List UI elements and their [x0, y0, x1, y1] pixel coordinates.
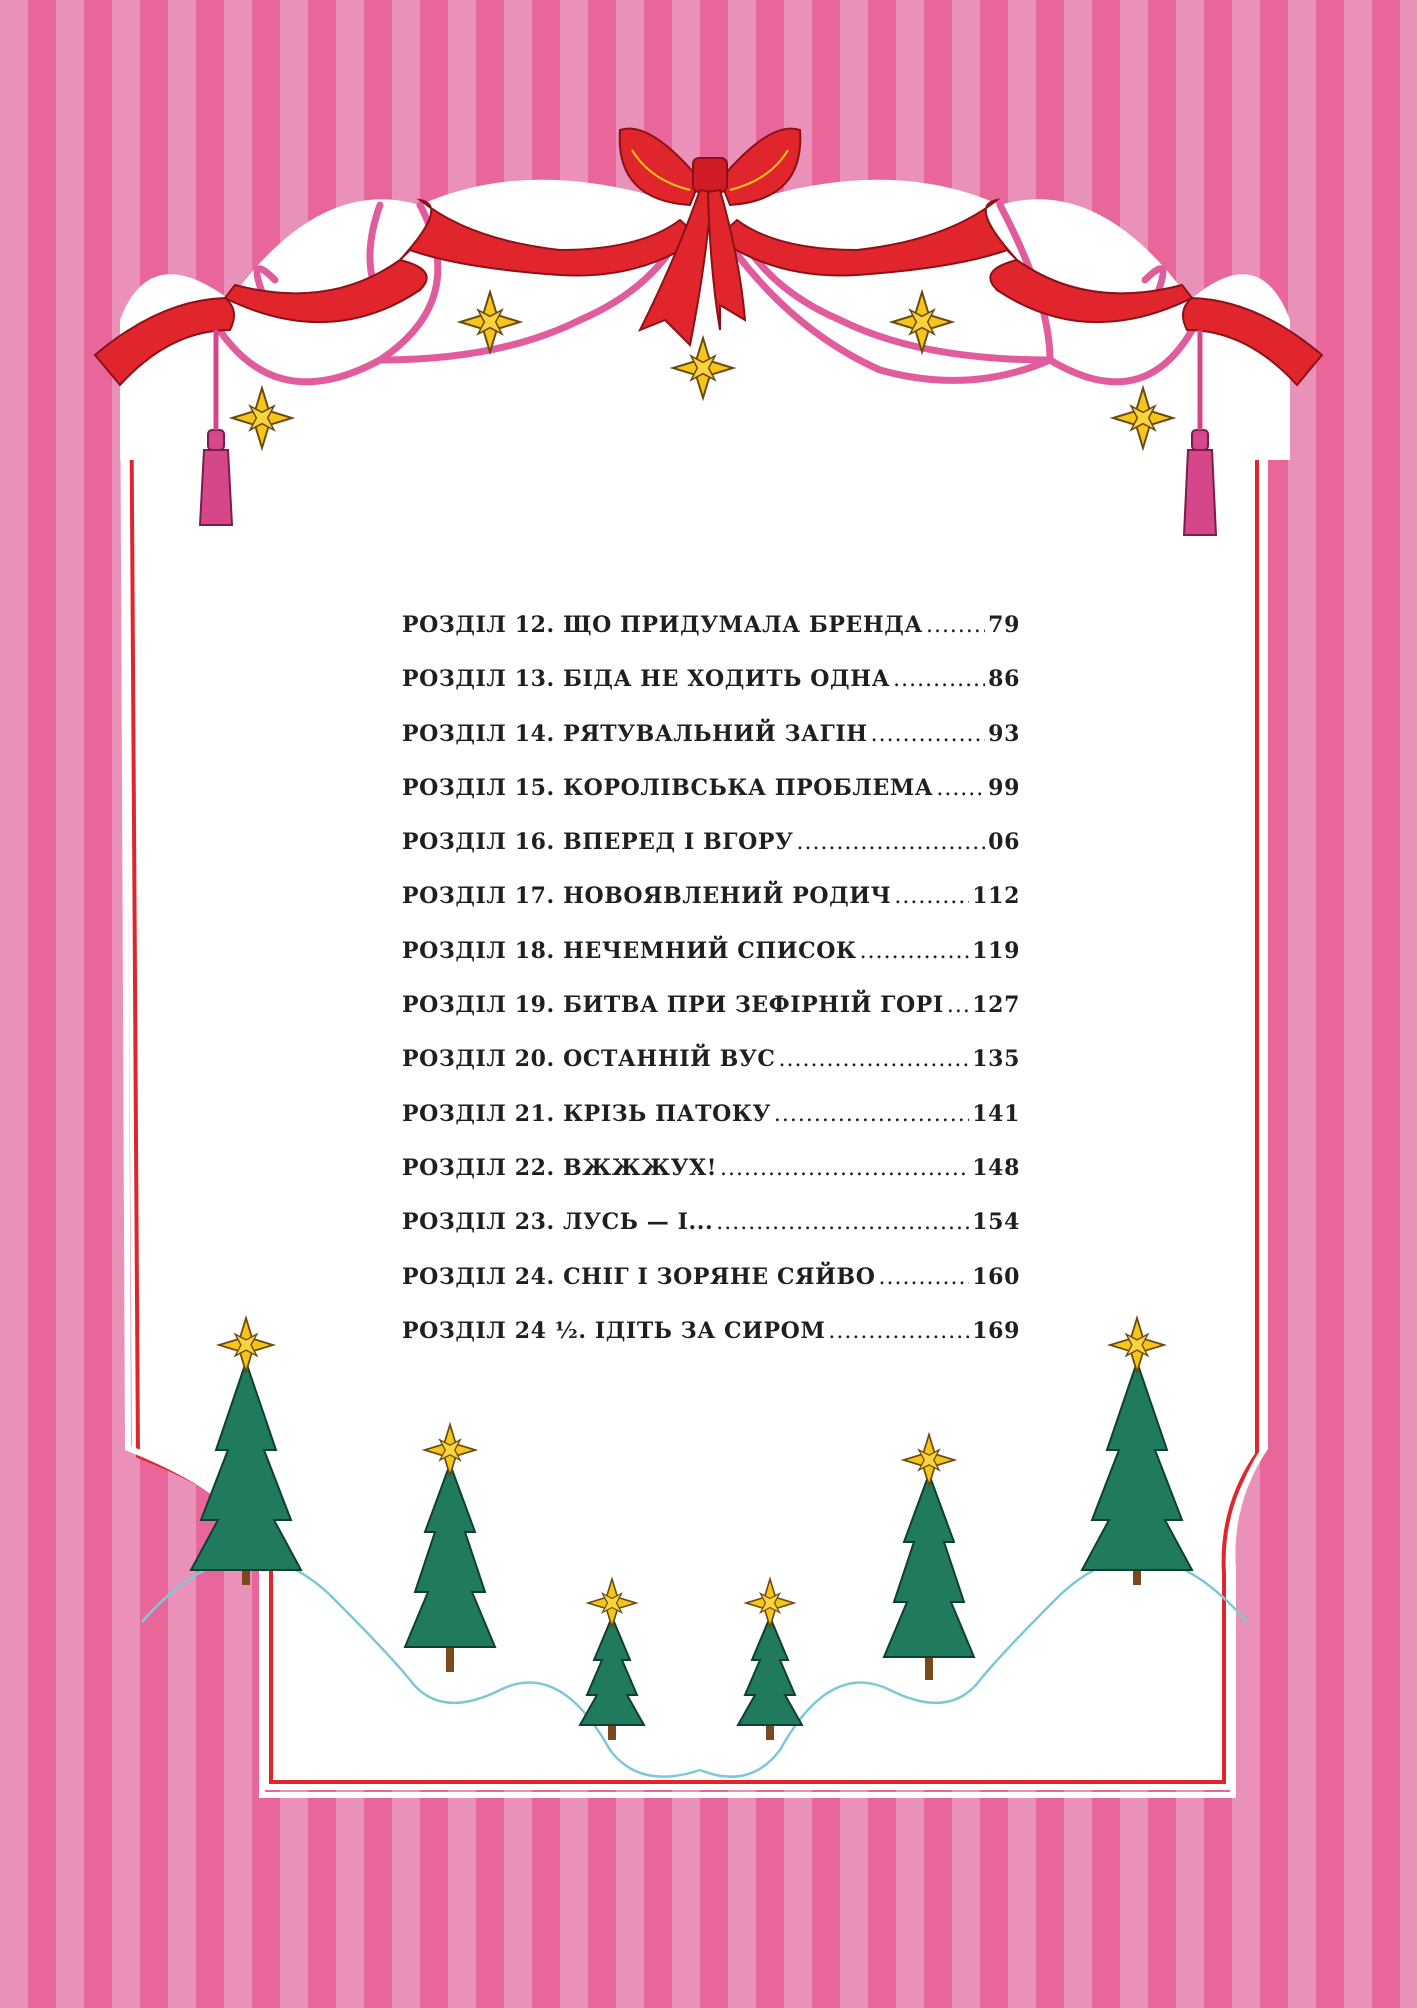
toc-leader-dots	[879, 1265, 970, 1290]
toc-leader-dots	[860, 939, 970, 964]
toc-entry-page: 119	[972, 937, 1020, 964]
toc-entry-page: 148	[972, 1154, 1020, 1181]
toc-entry-title: РОЗДІЛ 12. ЩО ПРИДУМАЛА БРЕНДА	[402, 612, 923, 638]
toc-entry[interactable]	[402, 1318, 1020, 1372]
toc-entry-title: РОЗДІЛ 18. НЕЧЕМНИЙ СПИСОК	[402, 937, 857, 964]
toc-entry-title: РОЗДІЛ 16. ВПЕРЕД І ВГОРУ	[402, 829, 794, 856]
toc-entry-title: РОЗДІЛ 24 ½. ІДІТЬ ЗА СИРОМ	[402, 1317, 826, 1344]
toc-entry-page: 79	[988, 612, 1020, 638]
toc-entry-page: 141	[972, 1100, 1020, 1127]
toc-leader-dots	[871, 722, 986, 747]
toc-entry-page: 127	[972, 992, 1020, 1019]
toc-leader-dots	[779, 1047, 970, 1072]
toc-entry[interactable]	[402, 1264, 1020, 1318]
toc-entry-title: РОЗДІЛ 22. ВЖЖЖУХ!	[402, 1154, 718, 1181]
toc-entry-page: 112	[972, 883, 1020, 910]
toc-leader-dots	[893, 667, 985, 692]
toc-entry-page: 86	[988, 666, 1020, 693]
toc-entry-title: РОЗДІЛ 19. БИТВА ПРИ ЗЕФІРНІЙ ГОРІ	[402, 992, 944, 1019]
toc-entry[interactable]	[402, 1046, 1020, 1100]
toc-entry[interactable]	[402, 721, 1020, 775]
toc-leader-dots	[947, 993, 969, 1018]
toc-leader-dots	[796, 830, 985, 855]
toc-entry-page: 160	[972, 1263, 1020, 1290]
toc-entry[interactable]	[402, 829, 1020, 883]
table-of-contents	[402, 612, 1020, 1372]
toc-entry-page: 154	[972, 1209, 1020, 1236]
toc-entry[interactable]	[402, 992, 1020, 1046]
toc-entry-page: 93	[988, 720, 1020, 747]
toc-entry-title: РОЗДІЛ 17. НОВОЯВЛЕНИЙ РОДИЧ	[402, 883, 892, 910]
toc-entry-title: РОЗДІЛ 15. КОРОЛІВСЬКА ПРОБЛЕМА	[402, 774, 934, 801]
toc-entry-title: РОЗДІЛ 20. ОСТАННІЙ ВУС	[402, 1046, 776, 1073]
toc-leader-dots	[894, 884, 969, 909]
toc-leader-dots	[936, 776, 985, 801]
toc-leader-dots	[716, 1210, 969, 1235]
toc-entry-page: 169	[972, 1317, 1020, 1344]
toc-entry[interactable]	[402, 938, 1020, 992]
toc-entry-title: РОЗДІЛ 23. ЛУСЬ — І...	[402, 1209, 714, 1236]
toc-entry-page: 99	[988, 774, 1020, 801]
toc-entry[interactable]	[402, 1101, 1020, 1155]
toc-entry[interactable]	[402, 1209, 1020, 1263]
toc-leader-dots	[926, 613, 985, 638]
toc-entry[interactable]	[402, 1155, 1020, 1209]
toc-entry-title: РОЗДІЛ 21. КРІЗЬ ПАТОКУ	[402, 1100, 771, 1127]
toc-entry-title: РОЗДІЛ 24. СНІГ І ЗОРЯНЕ СЯЙВО	[402, 1263, 876, 1290]
toc-leader-dots	[720, 1156, 969, 1181]
toc-entry[interactable]	[402, 775, 1020, 829]
toc-entry-title: РОЗДІЛ 13. БІДА НЕ ХОДИТЬ ОДНА	[402, 666, 891, 693]
toc-leader-dots	[828, 1319, 969, 1344]
toc-entry[interactable]	[402, 666, 1020, 720]
toc-entry[interactable]	[402, 883, 1020, 937]
toc-entry-page: 135	[972, 1046, 1020, 1073]
toc-entry-page: 06	[988, 829, 1020, 856]
toc-entry-title: РОЗДІЛ 14. РЯТУВАЛЬНИЙ ЗАГІН	[402, 720, 868, 747]
toc-leader-dots	[774, 1102, 969, 1127]
toc-entry[interactable]	[402, 612, 1020, 666]
